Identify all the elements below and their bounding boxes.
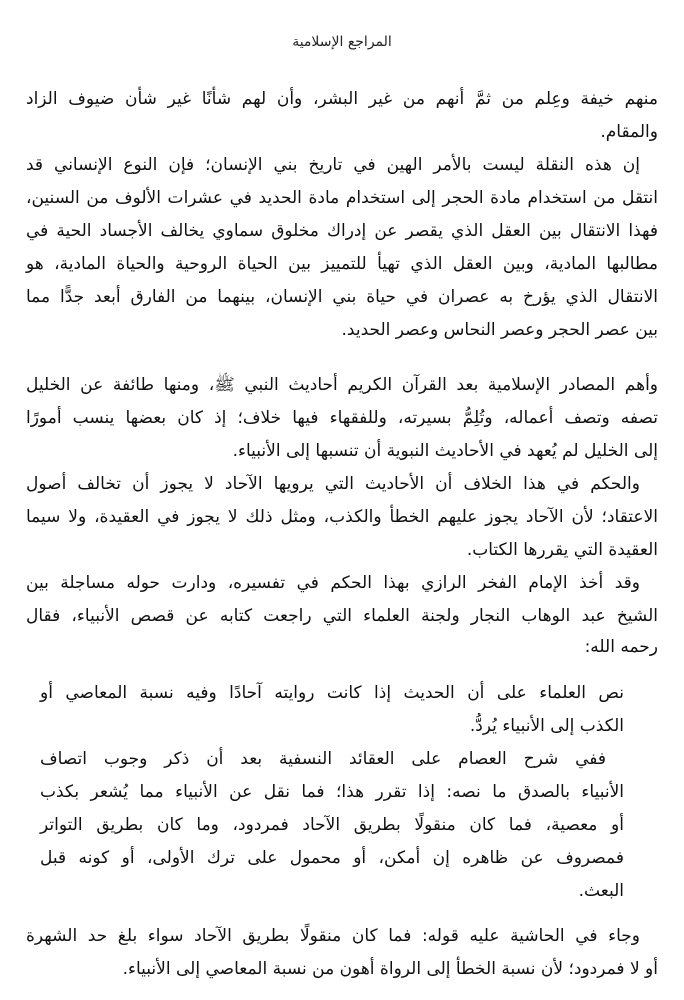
text-line: إن هذه النقلة ليست بالأمر الهين في تاريخ بني الإنسان؛ فإن النوع الإنساني قد	[26, 155, 640, 175]
text-line: تصفه وتصف أعماله، وتُلِمُّ بسيرته، وللفقهاء فيها خلاف؛ إذ كان بعضها ينسب أمورًا	[26, 408, 658, 428]
text-line: رحمه الله:	[584, 637, 658, 657]
quote-text-line: أو معصية، فما كان منقولًا بطريق الآحاد فمردود، وما كان بطريق التواتر	[40, 815, 624, 835]
text-line: انتقل من استخدام مادة الحجر إلى استخدام مادة الحديد في عشرات الألوف من السنين،	[26, 188, 658, 208]
text-line: إلى الخليل لم يُعهد في الأحاديث النبوية أن تنسبها إلى الأنبياء.	[232, 441, 658, 461]
text-line: العقيدة التي يقررها الكتاب.	[466, 540, 658, 560]
text-line: الانتقال الذي يؤرخ به عصران في حياة بني الإنسان، بينهما من الفارق أبعد جدًّا مما	[26, 287, 658, 307]
quote-text-line: البعث.	[578, 881, 624, 901]
text-line: وقد أخذ الإمام الفخر الرازي بهذا الحكم في تفسيره، ودارت حوله مساجلة بين	[26, 573, 640, 593]
text-line: الاعتقاد؛ لأن الآحاد يجوز عليهم الخطأ والكذب، ومثل ذلك لا يجوز في العقيدة، ولا سيما	[26, 507, 658, 527]
quote-text-line: الكذب إلى الأنبياء يُردُّ.	[469, 716, 624, 736]
text-line: منهم خيفة وعِلم من ثمَّ أنهم من غير البشر، وأن لهم شأنًا غير شأن ضيوف الزاد	[26, 89, 658, 109]
running-header: المراجع الإسلامية	[292, 34, 392, 50]
text-line: والحكم في هذا الخلاف أن الأحاديث التي يرويها الآحاد لا يجوز أن تخالف أصول	[26, 474, 640, 494]
quote-text-line: نص العلماء على أن الحديث إذا كانت روايته آحادًا وفيه نسبة المعاصي أو	[40, 683, 624, 703]
text-line: الشيخ عبد الوهاب النجار ولجنة العلماء التي راجعت كتابه عن قصص الأنبياء، فقال	[26, 606, 658, 626]
text-line: وجاء في الحاشية عليه قوله: فما كان منقولًا بطريق الآحاد سواء بلغ حد الشهرة	[26, 926, 640, 946]
quote-text-line: فمصروف عن ظاهره إن أمكن، أو محمول على ترك الأولى، أو كونه قبل	[40, 848, 624, 868]
text-line: وأهم المصادر الإسلامية بعد القرآن الكريم أحاديث النبي ﷺ، ومنها طائفة عن الخليل	[26, 375, 658, 395]
text-line: أو لا فمردود؛ لأن نسبة الخطأ إلى الرواة أهون من نسبة المعاصي إلى الأنبياء.	[122, 959, 658, 979]
text-line: بين عصر الحجر وعصر النحاس وعصر الحديد.	[341, 320, 658, 340]
text-line: فهذا الانتقال بين العقل الذي يقصر عن إدراك مخلوق سماوي يخالف الأجساد الحية في	[26, 221, 658, 241]
quote-text-line: ففي شرح العصام على العقائد النسفية بعد أن ذكر وجوب اتصاف	[40, 749, 606, 769]
text-line: والمقام.	[600, 122, 658, 142]
quote-text-line: الأنبياء بالصدق ما نصه: إذا تقرر هذا؛ فما نقل عن الأنبياء مما يُشعر بكذب	[40, 782, 624, 802]
text-line: مطالبها المادية، وبين العقل الذي تهيأ للتمييز بين الحياة الروحية والحياة المادية، هو	[26, 254, 658, 274]
